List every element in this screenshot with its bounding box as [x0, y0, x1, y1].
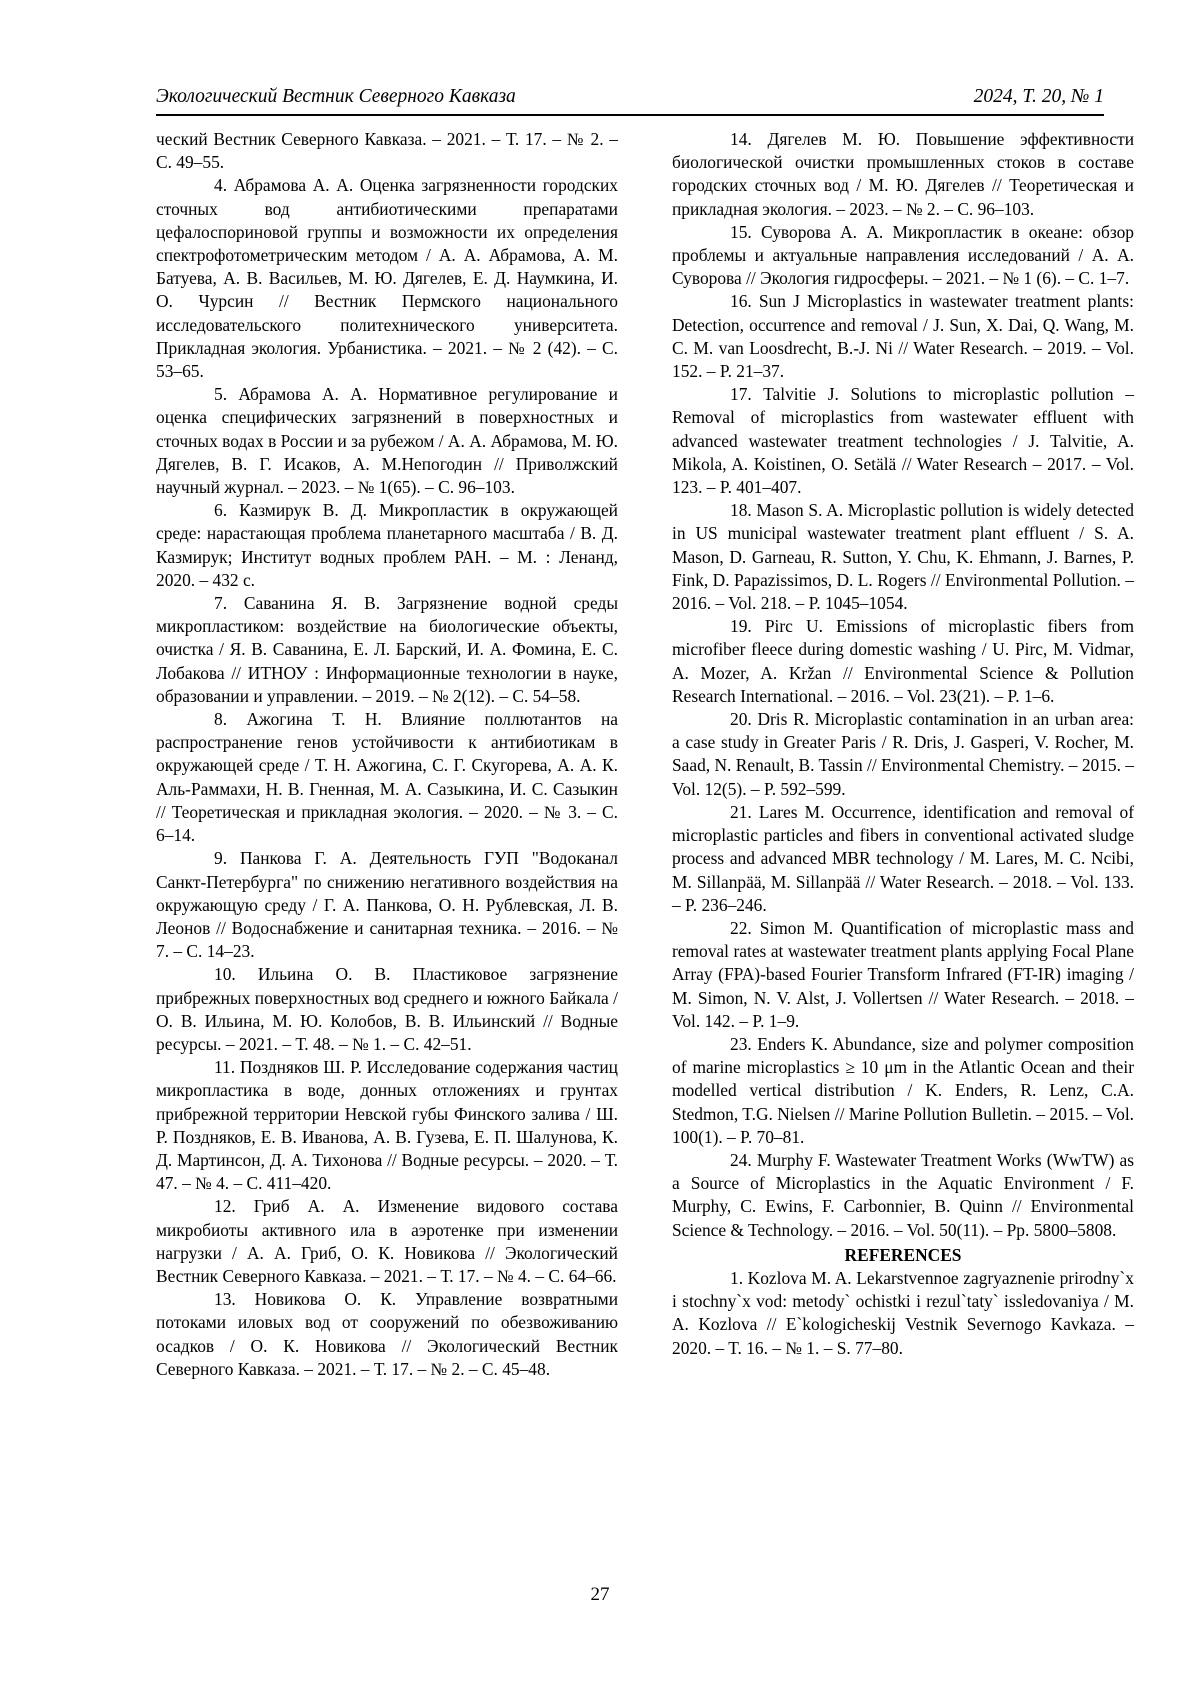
reference-item: 19. Pirc U. Emissions of microplastic fibers from microfiber fleece during domestic washing / U. Pirc, M. Vidmar, A. Mozer, A. Kržan // Environmental Science & Pollution Research International. – 2016. – Vol. 23(21). – P. 1–6.: [672, 616, 1134, 706]
reference-item: 15. Суворова А. А. Микропластик в океане: обзор проблемы и актуальные направления исследований / А. А. Суворова // Экология гидросферы. – 2021. – № 1 (6). – С. 1–7.: [672, 221, 1134, 289]
reference-item: 20. Dris R. Microplastic contamination in an urban area: a case study in Greater Paris / R. Dris, J. Gasperi, V. Rocher, M. Saad, N. Renault, B. Tassin // Environmental Chemistry. – 2015. – Vol. 12(5). – P. 592–599.: [672, 709, 1135, 799]
reference-item: 16. Sun J Microplastics in wastewater treatment plants: Detection, occurrence and removal / J. Sun, X. Dai, Q. Wang, M. C. M. van Loosdrecht, B.-J. Ni // Water Research. – 2019. – Vol. 152. – P. 21–37.: [672, 291, 1134, 382]
reference-item: 24. Murphy F. Wastewater Treatment Works (WwTW) as a Source of Microplastics in the Aquatic Environment / F. Murphy, C. Ewins, F. Carbonnier, B. Quinn // Environmental Science & Technology. – 2016. – Vol. 50(11). – Pp. 5800–5808.: [672, 1149, 1134, 1240]
journal-title: Экологический Вестник Северного Кавказа: [156, 86, 516, 107]
reference-item: 23. Enders K. Abundance, size and polymer composition of marine microplastics ≥ 10 μm in the Atlantic Ocean and their modelled vertical distribution / K. Enders, R. Lenz, C.A. Stedmon, T.G. Nielsen // Marine Pollution Bulletin. – 2015. – Vol. 100(1). – P. 70–81.: [672, 1033, 1134, 1147]
reference-item: 9. Панкова Г. А. Деятельность ГУП "Водоканал Санкт-Петербурга" по снижению негативного воздействия на окружающую среду / Г. А. Панкова, О. Н. Рублевская, Л. В. Леонов // Водоснабжение и санитарная техника. – 2016. – № 7. – С. 14–23.: [156, 848, 618, 962]
page-number: 27: [590, 1584, 610, 1605]
reference-item: 7. Саванина Я. В. Загрязнение водной среды микропластиком: воздействие на биологические объекты, очистка / Я. В. Саванина, Е. Л. Барский, И. А. Фомина, Е. С. Лобакова // ИТНОУ : Информационные технологии в науке, образовании и управлении. – 2019. – № 2(12). – С. 54–58.: [156, 593, 618, 706]
reference-item: 6. Казмирук В. Д. Микропластик в окружающей среде: нарастающая проблема планетарного масштаба / В. Д. Казмирук; Институт водных проблем РАН. – М. : Ленанд, 2020. – 432 с.: [156, 500, 618, 590]
issue-info: 2024, Т. 20, № 1: [973, 86, 1104, 107]
reference-item: 11. Поздняков Ш. Р. Исследование содержания частиц микропластика в воде, донных отложениях и грунтах прибрежной территории Невской губы Финского залива / Ш. Р. Поздняков, Е. В. Иванова, А. В. Гузева, Е. П. Шалунова, К. Д. Мартинсон, Д. А. Тихонова // Водные ресурсы. – 2020. – Т. 47. – № 4. – С. 411–420.: [156, 1057, 618, 1194]
transliterated-reference-item: 1. Kozlova M. A. Lekarstvennoe zagryaznenie prirodny`x i stochny`x vod: metody` ochistki i rezul`taty` issledovaniya / M. A. Kozlova // E`kologicheskij Vestnik Severnogo Kavkaza. – 2020. – T. 16. – № 1. – S. 77–80.: [672, 1267, 1134, 1358]
right-column: [672, 128, 1134, 1360]
references-heading: REFERENCES: [844, 1244, 962, 1265]
reference-item: 5. Абрамова А. А. Нормативное регулирование и оценка специфических загрязнений в поверхностных и сточных водах в России и за рубежом / А. А. Абрамова, М. Ю. Дягелев, В. Г. Исаков, А. М.Непогодин // Приволжский научный журнал. – 2023. – № 1(65). – С. 96–103.: [156, 384, 618, 498]
reference-continuation: ческий Вестник Северного Кавказа. – 2021. – Т. 17. – № 2. – С. 49–55.: [156, 129, 618, 173]
running-header: [156, 84, 1104, 116]
reference-item: 10. Ильина О. В. Пластиковое загрязнение прибрежных поверхностных вод среднего и южного Байкала / О. В. Ильина, М. Ю. Колобов, В. В. Ильинский // Водные ресурсы. – 2021. – Т. 48. – № 1. – С. 42–51.: [156, 964, 618, 1054]
reference-item: 21. Lares M. Occurrence, identification and removal of microplastic particles and fibers in conventional activated sludge process and advanced MBR technology / M. Lares, M. C. Ncibi, M. Sillanpää, M. Sillanpää // Water Research. – 2018. – Vol. 133. – P. 236–246.: [672, 801, 1134, 915]
reference-item: 12. Гриб А. А. Изменение видового состава микробиоты активного ила в аэротенке при изменении нагрузки / А. А. Гриб, О. К. Новикова // Экологический Вестник Северного Кавказа. – 2021. – Т. 17. – № 4. – С. 64–66.: [156, 1196, 618, 1286]
reference-item: 17. Talvitie J. Solutions to microplastic pollution – Removal of microplastics from wastewater effluent with advanced wastewater treatment technologies / J. Talvitie, A. Mikola, A. Koistinen, O. Setälä // Water Research – 2017. – Vol. 123. – P. 401–407.: [672, 384, 1134, 498]
reference-item: 14. Дягелев М. Ю. Повышение эффективности биологической очистки промышленных стоков в составе городских сточных вод / М. Ю. Дягелев // Теоретическая и прикладная экология. – 2023. – № 2. – С. 96–103.: [672, 129, 1134, 219]
reference-item: 18. Mason S. A. Microplastic pollution is widely detected in US municipal wastewater treatment plant effluent / S. A. Mason, D. Garneau, R. Sutton, Y. Chu, K. Ehmann, J. Barnes, P. Fink, D. Papazissimos, D. L. Rogers // Environmental Pollution. – 2016. – Vol. 218. – P. 1045–1054.: [672, 500, 1134, 614]
reference-item: 22. Simon M. Quantification of microplastic mass and removal rates at wastewater treatment plants applying Focal Plane Array (FPA)-based Fourier Transform Infrared (FT-IR) imaging / M. Simon, N. V. Alst, J. Vollertsen // Water Research. – 2018. – Vol. 142. – P. 1–9.: [672, 917, 1134, 1031]
left-column: [156, 128, 618, 1381]
reference-item: 4. Абрамова А. А. Оценка загрязненности городских сточных вод антибиотическими препаратами цефалоспориновой группы и возможности их определения спектрофотометрическим методом / А. А. Абрамова, А. М. Батуева, А. В. Васильев, М. Ю. Дягелев, Е. Д. Наумкина, И. О. Чурсин // Вестник Пермского национального исследовательского политехнического университета. Прикладная экология. Урбанистика. – 2021. – № 2 (42). – С. 53–65.: [156, 175, 618, 382]
reference-item: 13. Новикова О. К. Управление возвратными потоками иловых вод от сооружений по обезвоживанию осадков / О. К. Новикова // Экологический Вестник Северного Кавказа. – 2021. – Т. 17. – № 2. – С. 45–48.: [156, 1289, 618, 1379]
reference-item: 8. Ажогина Т. Н. Влияние поллютантов на распространение генов устойчивости к антибиотикам в окружающей среде / Т. Н. Ажогина, С. Г. Скугорева, А. А. К. Аль-Раммахи, Н. В. Гненная, М. А. Сазыкина, И. С. Сазыкин // Теоретическая и прикладная экология. – 2020. – № 3. – С. 6–14.: [156, 709, 618, 846]
